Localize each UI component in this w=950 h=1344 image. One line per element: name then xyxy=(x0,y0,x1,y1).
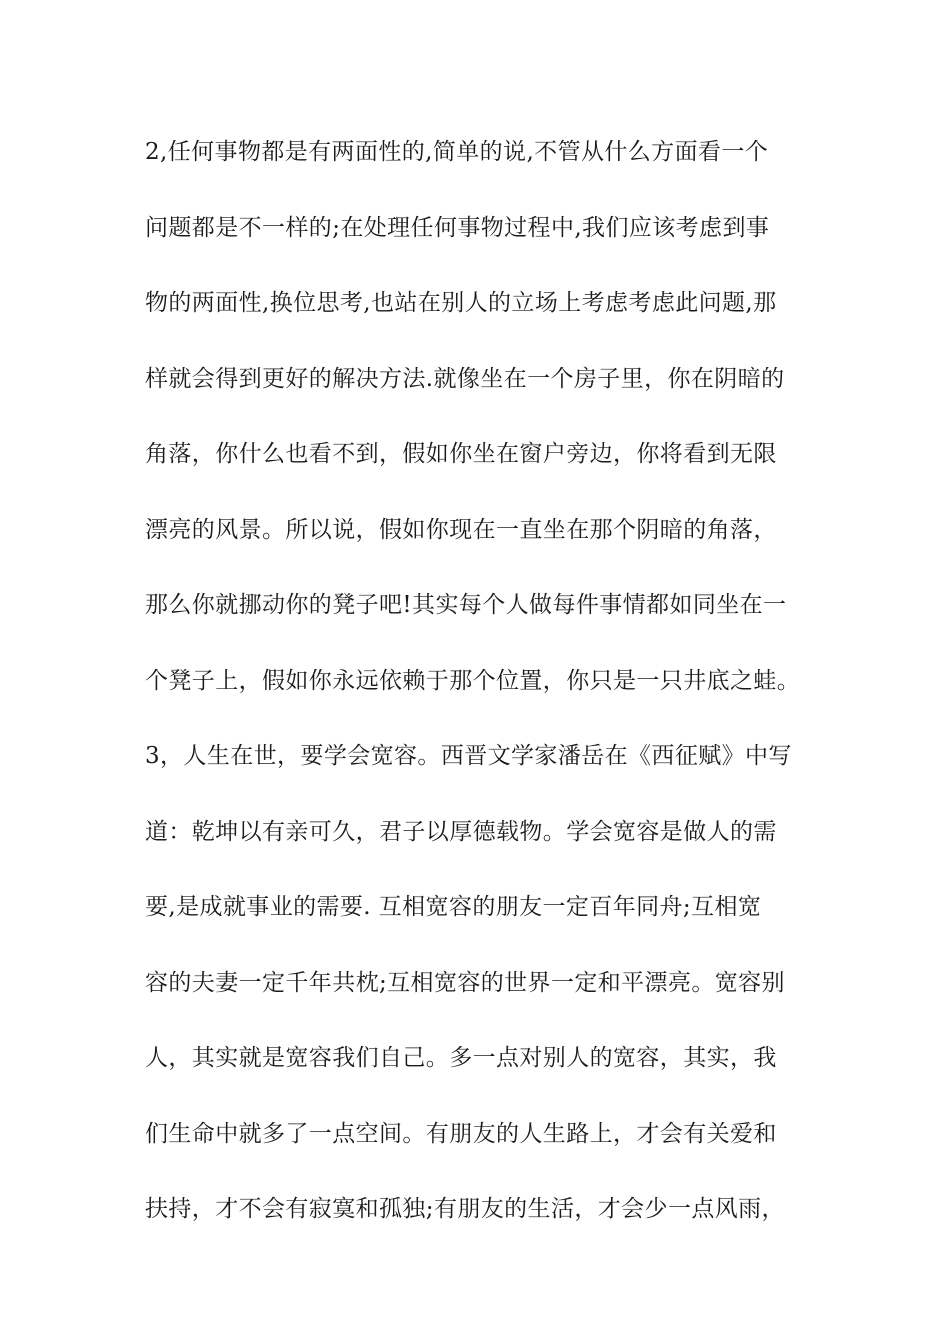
text-line: 道：乾坤以有亲可久，君子以厚德载物。学会宽容是做人的需 xyxy=(145,818,777,845)
text-line: 们生命中就多了一点空间。有朋友的人生路上，才会有关爱和 xyxy=(145,1120,777,1147)
text-line: 个凳子上，假如你永远依赖于那个位置，你只是一只井底之蛙。 xyxy=(145,667,801,694)
text-line: 漂亮的风景。所以说，假如你现在一直坐在那个阴暗的角落， xyxy=(145,516,777,543)
text-line: 那么你就挪动你的凳子吧!其实每个人做每件事情都如同坐在一 xyxy=(145,592,787,618)
text-line: 扶持，才不会有寂寞和孤独;有朋友的生活，才会少一点风雨， xyxy=(145,1196,785,1222)
text-line: 2,任何事物都是有两面性的,简单的说,不管从什么方面看一个 xyxy=(145,139,769,165)
text-line: 3，人生在世，要学会宽容。西晋文学家潘岳在《西征赋》中写 xyxy=(145,743,792,769)
text-line: 容的夫妻一定千年共枕;互相宽容的世界一定和平漂亮。宽容别 xyxy=(145,969,785,996)
text-line: 人，其实就是宽容我们自己。多一点对别人的宽容，其实，我 xyxy=(145,1045,777,1071)
text-line: 样就会得到更好的解决方法.就像坐在一个房子里，你在阴暗的 xyxy=(145,365,785,392)
text-line: 要,是成就事业的需要. 互相宽容的朋友一定百年同舟;互相宽 xyxy=(145,894,762,920)
text-line: 角落，你什么也看不到，假如你坐在窗户旁边，你将看到无限 xyxy=(145,441,777,467)
text-body xyxy=(145,128,815,1261)
text-line: 问题都是不一样的;在处理任何事物过程中,我们应该考虑到事 xyxy=(145,214,770,241)
text-line: 物的两面性,换位思考,也站在别人的立场上考虑考虑此问题,那 xyxy=(145,290,777,316)
